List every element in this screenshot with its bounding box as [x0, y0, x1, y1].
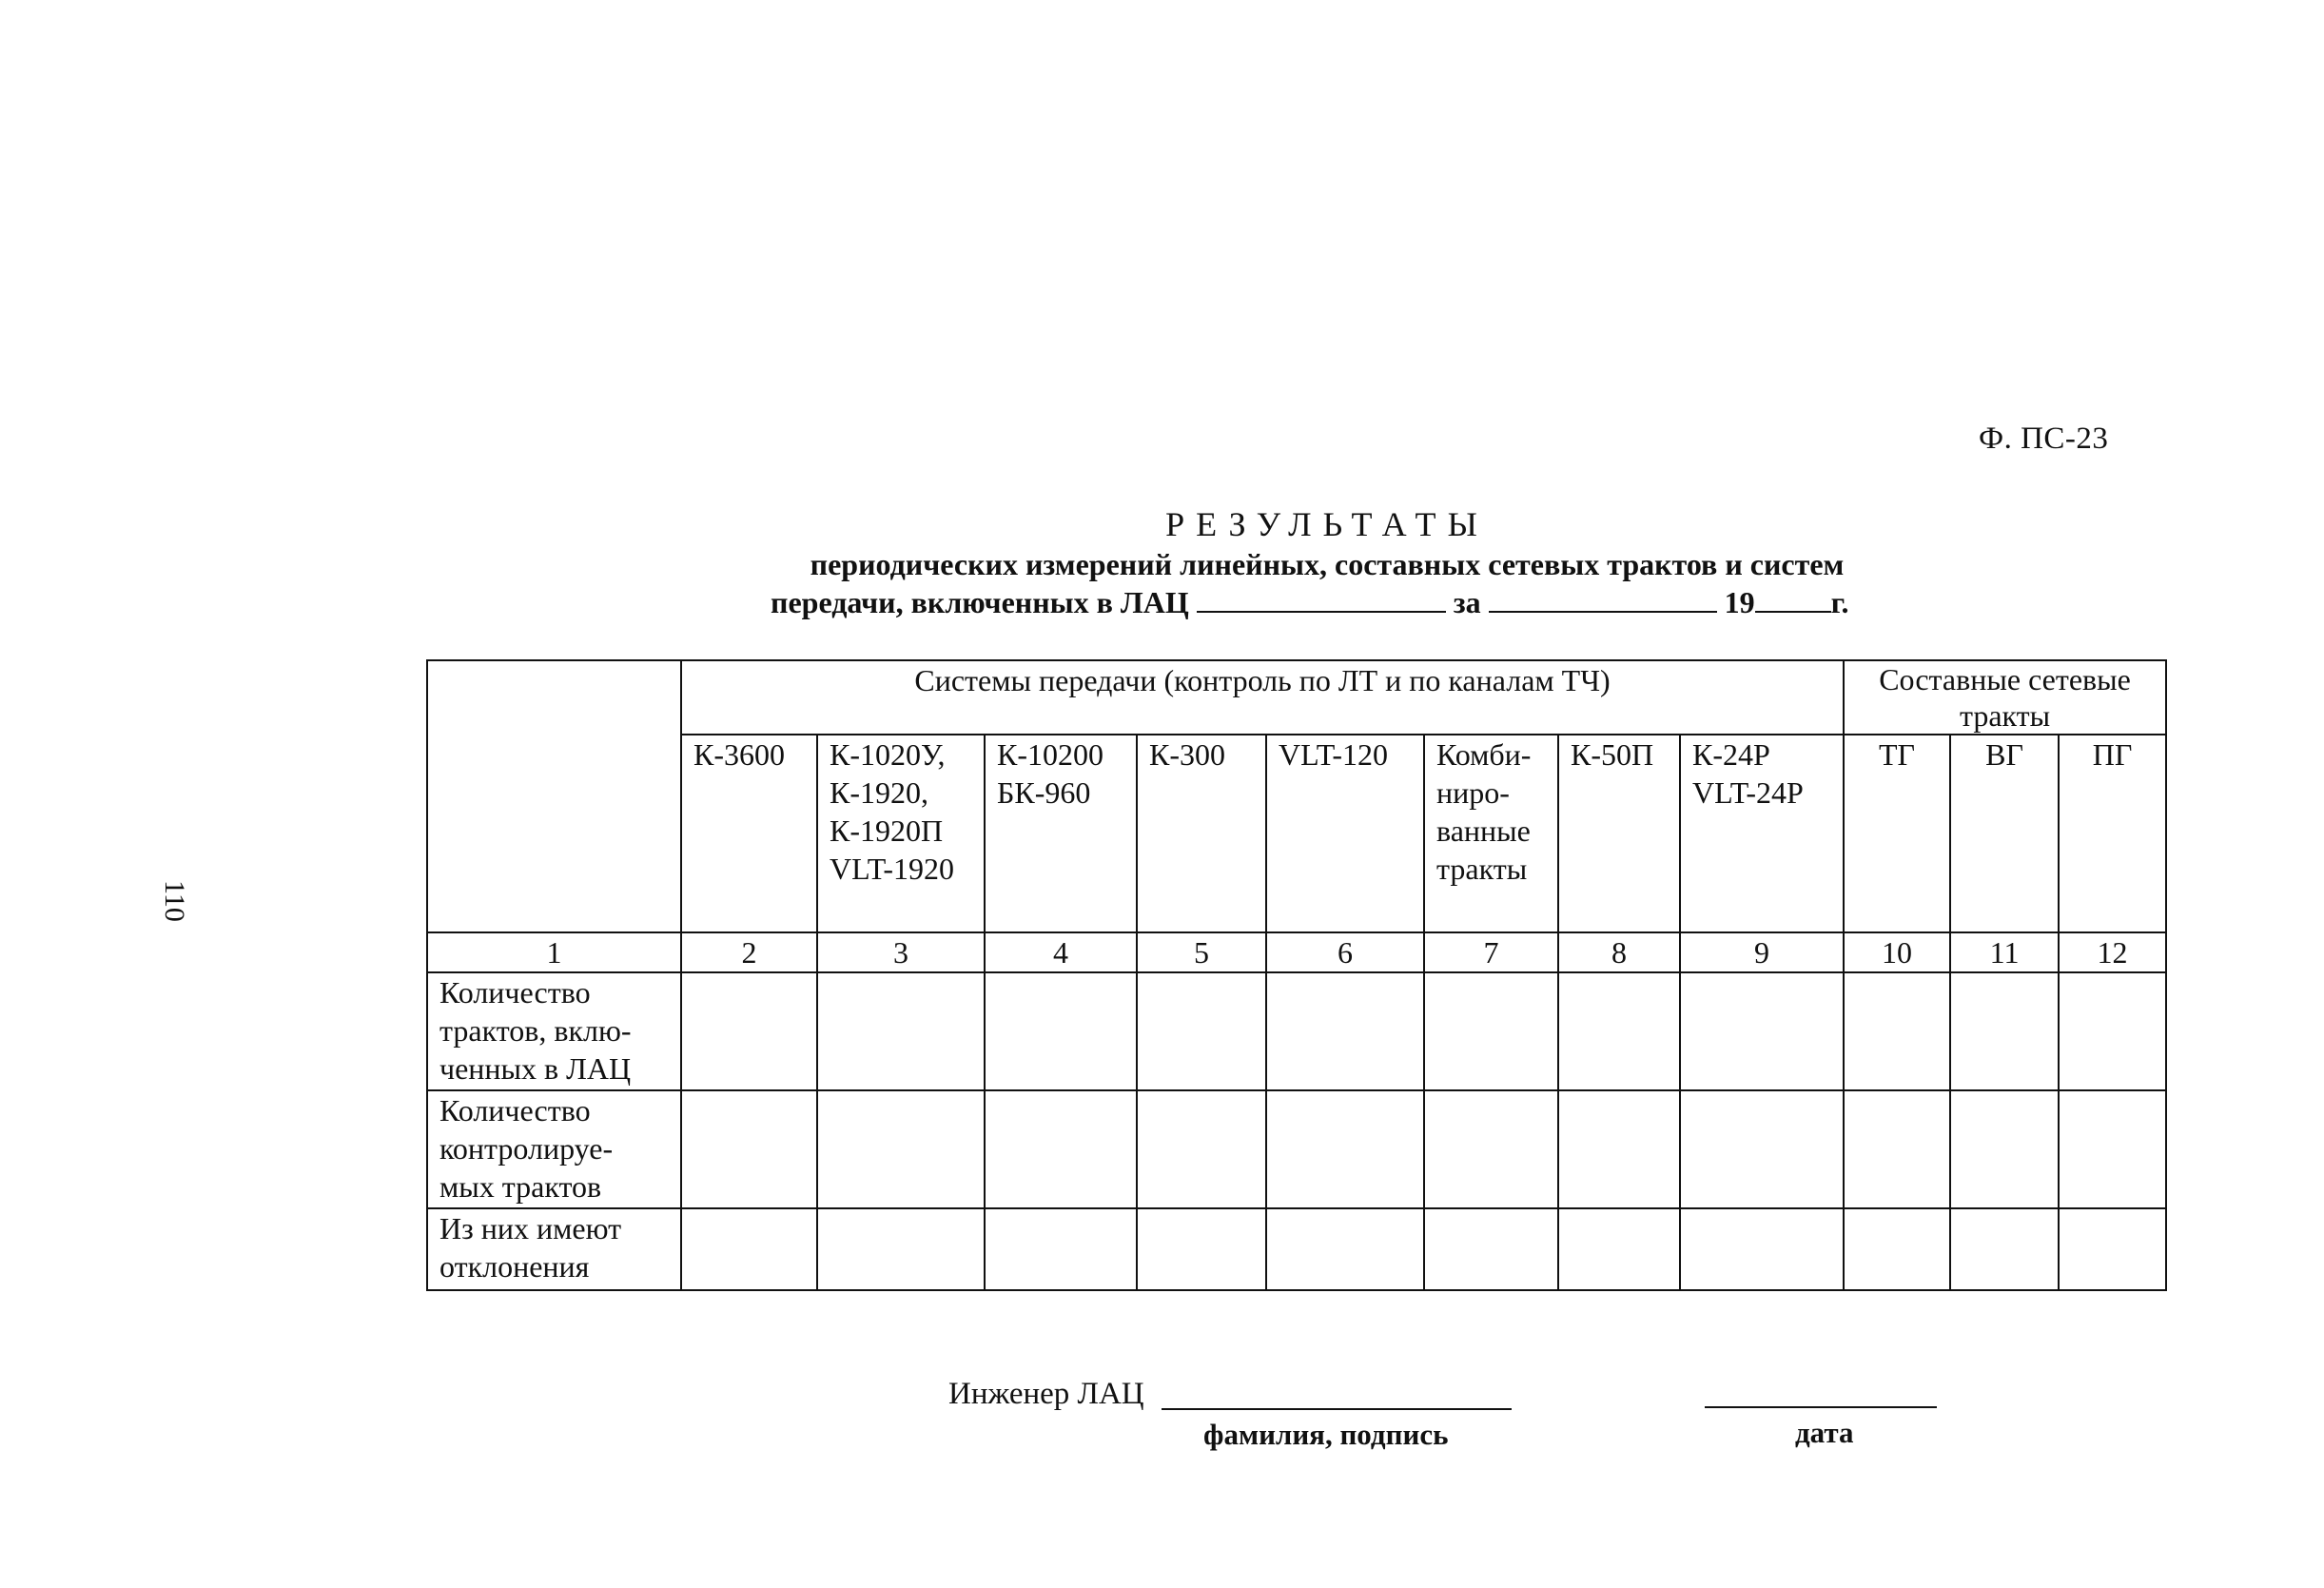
column-number: 2 [681, 932, 817, 972]
header-tracts-group: Составные сетевые тракты [1844, 660, 2166, 735]
data-cell[interactable] [2059, 1208, 2166, 1290]
data-cell[interactable] [1266, 1208, 1424, 1290]
data-cell[interactable] [2059, 1090, 2166, 1208]
data-cell[interactable] [817, 972, 985, 1090]
subtitle-year: 19 [1724, 585, 1755, 619]
data-cell[interactable] [985, 1090, 1137, 1208]
data-cell[interactable] [1558, 972, 1680, 1090]
document-subtitle-line2 [771, 585, 1849, 620]
table-row [427, 1208, 2166, 1290]
data-cell[interactable] [1950, 972, 2059, 1090]
data-cell[interactable] [1844, 972, 1950, 1090]
results-table [426, 659, 2167, 1291]
data-cell[interactable] [1424, 972, 1558, 1090]
document-title: РЕЗУЛЬТАТЫ [1165, 505, 1489, 543]
header-systems-group: Системы передачи (контроль по ЛТ и по каналам ТЧ) [681, 660, 1844, 735]
column-number: 1 [427, 932, 681, 972]
header-empty-cell [427, 660, 681, 932]
column-number: 11 [1950, 932, 2059, 972]
page-number: 110 [159, 880, 190, 922]
data-cell[interactable] [2059, 972, 2166, 1090]
data-cell[interactable] [985, 1208, 1137, 1290]
signature-caption: фамилия, подпись [1203, 1418, 1449, 1451]
table-row [427, 972, 2166, 1090]
data-cell[interactable] [1266, 1090, 1424, 1208]
data-cell[interactable] [1680, 1208, 1844, 1290]
column-number: 10 [1844, 932, 1950, 972]
column-number-row [427, 932, 2166, 972]
subtitle-za: за [1453, 585, 1481, 619]
header-col-12: ПГ [2059, 735, 2166, 932]
table-row [427, 1090, 2166, 1208]
data-cell[interactable] [1680, 1090, 1844, 1208]
data-cell[interactable] [1424, 1208, 1558, 1290]
column-number: 7 [1424, 932, 1558, 972]
data-cell[interactable] [1844, 1208, 1950, 1290]
header-col-7: Комби- ниро- ванные тракты [1424, 735, 1558, 932]
date-line[interactable] [1705, 1406, 1937, 1408]
data-cell[interactable] [681, 972, 817, 1090]
data-cell[interactable] [817, 1090, 985, 1208]
data-cell[interactable] [1558, 1208, 1680, 1290]
data-cell[interactable] [1266, 972, 1424, 1090]
data-cell[interactable] [1137, 1208, 1266, 1290]
data-cell[interactable] [817, 1208, 985, 1290]
header-col-11: ВГ [1950, 735, 2059, 932]
subtitle-prefix: передачи, включенных в ЛАЦ [771, 585, 1189, 619]
header-col-5: К-300 [1137, 735, 1266, 932]
data-cell[interactable] [681, 1208, 817, 1290]
header-col-2: К-3600 [681, 735, 817, 932]
header-row-group [427, 660, 2166, 735]
column-number: 3 [817, 932, 985, 972]
column-number: 12 [2059, 932, 2166, 972]
row-label-included: Количество трактов, вклю- ченных в ЛАЦ [427, 972, 681, 1090]
data-cell[interactable] [1950, 1090, 2059, 1208]
header-row-columns [427, 735, 2166, 932]
row-label-deviations: Из них имеют отклонения [427, 1208, 681, 1290]
header-col-10: ТГ [1844, 735, 1950, 932]
column-number: 4 [985, 932, 1137, 972]
data-cell[interactable] [985, 972, 1137, 1090]
date-caption: дата [1795, 1416, 1854, 1449]
data-cell[interactable] [1424, 1090, 1558, 1208]
data-cell[interactable] [1137, 972, 1266, 1090]
row-label-monitored: Количество контролируе- мых трактов [427, 1090, 681, 1208]
data-cell[interactable] [1137, 1090, 1266, 1208]
engineer-label: Инженер ЛАЦ [948, 1377, 1144, 1411]
header-col-4: К-10200 БК-960 [985, 735, 1137, 932]
header-col-6: VLT-120 [1266, 735, 1424, 932]
header-col-9: К-24Р VLT-24Р [1680, 735, 1844, 932]
header-col-8: К-50П [1558, 735, 1680, 932]
data-cell[interactable] [1844, 1090, 1950, 1208]
column-number: 8 [1558, 932, 1680, 972]
year-blank[interactable] [1755, 586, 1831, 613]
data-cell[interactable] [681, 1090, 817, 1208]
lac-name-blank[interactable] [1197, 586, 1446, 613]
header-col-3: К-1020У, К-1920, К-1920П VLT-1920 [817, 735, 985, 932]
column-number: 5 [1137, 932, 1266, 972]
subtitle-suffix: г. [1830, 585, 1849, 619]
column-number: 9 [1680, 932, 1844, 972]
column-number: 6 [1266, 932, 1424, 972]
signature-line[interactable] [1162, 1408, 1512, 1410]
data-cell[interactable] [1680, 972, 1844, 1090]
data-cell[interactable] [1558, 1090, 1680, 1208]
period-blank[interactable] [1489, 586, 1717, 613]
document-subtitle-line1: периодических измерений линейных, составных сетевых трактов и систем [810, 547, 1845, 581]
data-cell[interactable] [1950, 1208, 2059, 1290]
form-code: Ф. ПС-23 [1979, 422, 2109, 456]
